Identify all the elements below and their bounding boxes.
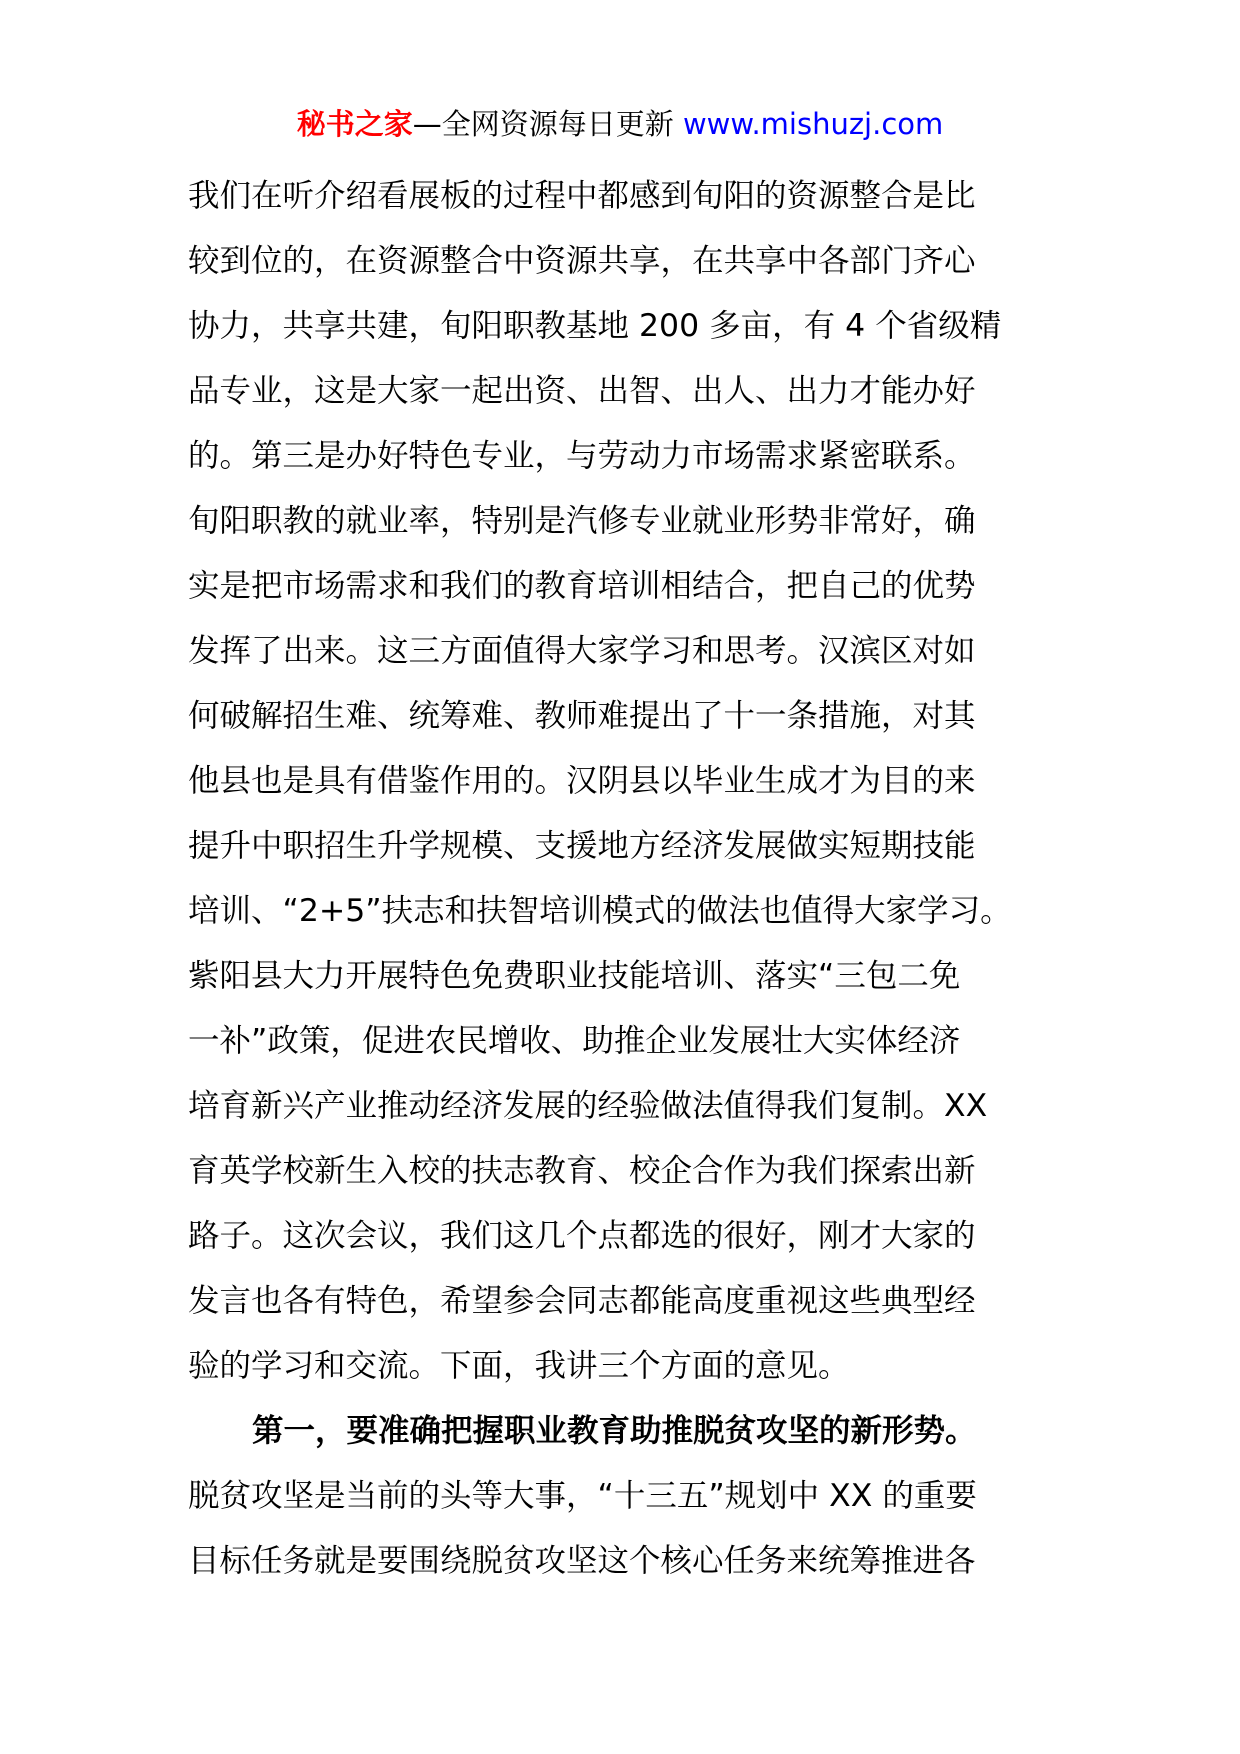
body-line: 实是把市场需求和我们的教育培训相结合，把自己的优势	[188, 568, 976, 604]
body-line: 何破解招生难、统筹难、教师难提出了十一条措施，对其	[188, 698, 976, 734]
body-line: 他县也是具有借鉴作用的。汉阴县以毕业生成才为目的来	[188, 763, 976, 799]
body-line: 品专业，这是大家一起出资、出智、出人、出力才能办好	[188, 373, 976, 409]
body-line: 发言也各有特色，希望参会同志都能高度重视这些典型经	[188, 1283, 976, 1319]
site-slogan: —全网资源每日更新	[412, 107, 683, 141]
site-brand: 秘书之家	[296, 107, 413, 141]
site-header	[0, 104, 1240, 144]
body-line: 协力，共享共建，旬阳职教基地 200 多亩，有 4 个省级精	[188, 308, 1002, 344]
body-line: 较到位的，在资源整合中资源共享，在共享中各部门齐心	[188, 243, 976, 279]
body-line: 目标任务就是要围绕脱贫攻坚这个核心任务来统筹推进各	[188, 1543, 976, 1579]
body-line: 一补”政策，促进农民增收、助推企业发展壮大实体经济	[188, 1023, 961, 1059]
body-line: 培训、“2+5”扶志和扶智培训模式的做法也值得大家学习。	[188, 893, 1012, 929]
body-line: 育英学校新生入校的扶志教育、校企合作为我们探索出新	[188, 1153, 976, 1189]
body-line: 路子。这次会议，我们这几个点都选的很好，刚才大家的	[188, 1218, 976, 1254]
body-line: 发挥了出来。这三方面值得大家学习和思考。汉滨区对如	[188, 633, 976, 669]
document-body	[188, 164, 1068, 1594]
body-line: 旬阳职教的就业率，特别是汽修专业就业形势非常好，确	[188, 503, 976, 539]
section-heading: 第一，要准确把握职业教育助推脱贫攻坚的新形势。	[252, 1413, 977, 1449]
body-line: 验的学习和交流。下面，我讲三个方面的意见。	[188, 1348, 850, 1384]
site-url-link[interactable]: www.mishuzj.com	[682, 107, 944, 141]
body-line: 的。第三是办好特色专业，与劳动力市场需求紧密联系。	[188, 438, 976, 474]
body-line: 脱贫攻坚是当前的头等大事，“十三五”规划中 XX 的重要	[188, 1478, 977, 1514]
body-line: 培育新兴产业推动经济发展的经验做法值得我们复制。XX	[188, 1088, 988, 1124]
body-line: 紫阳县大力开展特色免费职业技能培训、落实“三包二免	[188, 958, 961, 994]
body-line: 我们在听介绍看展板的过程中都感到旬阳的资源整合是比	[188, 178, 976, 214]
body-line: 提升中职招生升学规模、支援地方经济发展做实短期技能	[188, 828, 976, 864]
